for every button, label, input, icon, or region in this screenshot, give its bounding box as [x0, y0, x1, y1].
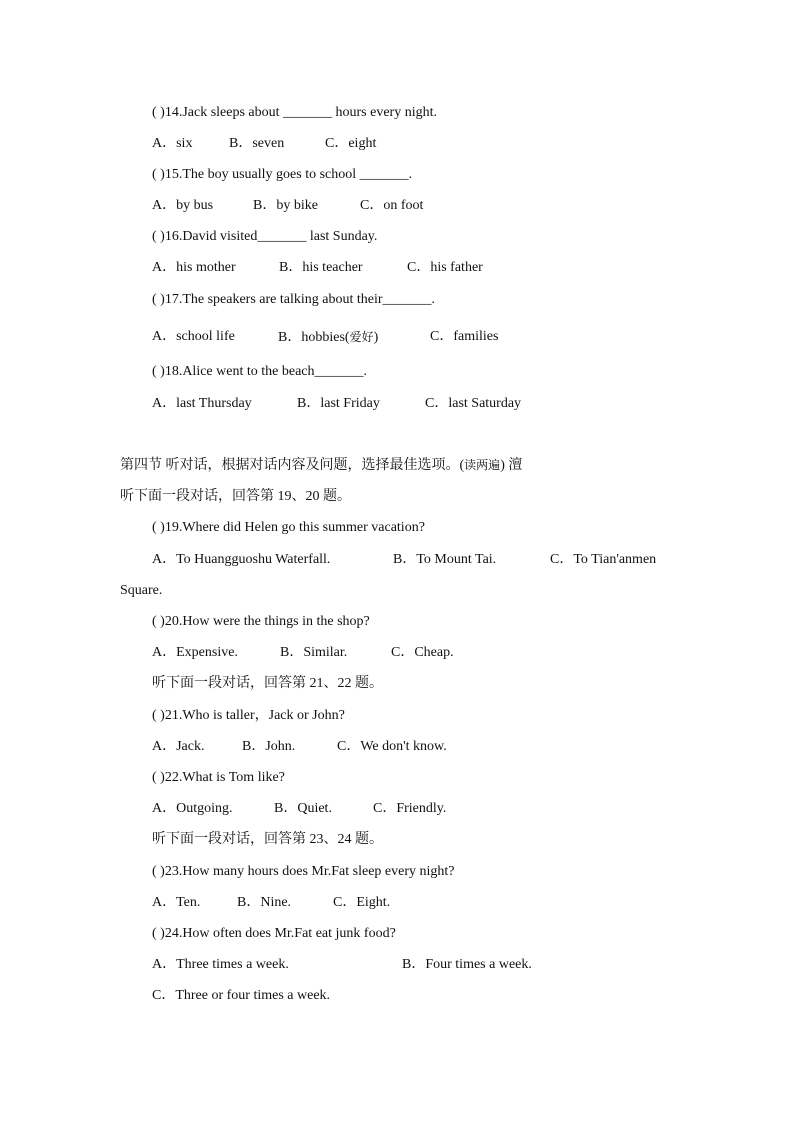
- option-c[interactable]: C．eight: [325, 136, 377, 151]
- question-24-stem: ( )24.How often does Mr.Fat eat junk food?: [152, 926, 396, 941]
- section-4-heading: [120, 456, 522, 475]
- heading-tail: ) 澶: [500, 458, 523, 473]
- option-c[interactable]: C．Cheap.: [391, 645, 454, 660]
- option-b[interactable]: B．seven: [229, 136, 285, 151]
- option-b-close: ): [373, 330, 379, 345]
- question-21-stem: ( )21.Who is taller，Jack or John?: [152, 708, 345, 723]
- option-b[interactable]: B．Similar.: [280, 645, 348, 660]
- option-c[interactable]: C．We don't know.: [337, 739, 447, 754]
- option-b[interactable]: B．Four times a week.: [402, 957, 532, 972]
- heading-note: 读两遍: [464, 458, 501, 472]
- option-a[interactable]: A．his mother: [152, 260, 236, 275]
- option-a[interactable]: A．Expensive.: [152, 645, 238, 660]
- option-b[interactable]: B．Quiet.: [274, 801, 332, 816]
- option-b[interactable]: B．his teacher: [279, 260, 363, 275]
- option-b[interactable]: [278, 328, 378, 347]
- option-a[interactable]: A．Ten.: [152, 895, 201, 910]
- option-a[interactable]: A．Jack.: [152, 739, 205, 754]
- option-a[interactable]: A．last Thursday: [152, 396, 252, 411]
- option-a[interactable]: A．Outgoing.: [152, 801, 233, 816]
- option-b[interactable]: B．To Mount Tai.: [393, 552, 497, 567]
- option-a[interactable]: A．Three times a week.: [152, 957, 289, 972]
- option-b[interactable]: B．Nine.: [237, 895, 292, 910]
- heading-text: 第四节 听对话，根据对话内容及问题，选择最佳选项。(: [120, 458, 465, 473]
- section-4-intro-1: 听下面一段对话，回答第 19、20 题。: [120, 489, 351, 504]
- question-17-stem: ( )17.The speakers are talking about their_______.: [152, 292, 436, 307]
- section-4-intro-3: 听下面一段对话，回答第 23、24 题。: [152, 832, 383, 847]
- option-c[interactable]: C．on foot: [360, 198, 424, 213]
- section-4-intro-2: 听下面一段对话，回答第 21、22 题。: [152, 676, 383, 691]
- question-19-option-c-wrap: Square.: [120, 583, 163, 598]
- question-19-stem: ( )19.Where did Helen go this summer vacation?: [152, 520, 425, 535]
- question-23-stem: ( )23.How many hours does Mr.Fat sleep every night?: [152, 864, 455, 879]
- option-b-note: 爱好: [349, 330, 374, 344]
- option-c[interactable]: C．last Saturday: [425, 396, 522, 411]
- option-c[interactable]: C．his father: [407, 260, 483, 275]
- option-c[interactable]: C．Friendly.: [373, 801, 447, 816]
- option-b-text: B．hobbies(: [278, 330, 350, 345]
- question-20-stem: ( )20.How were the things in the shop?: [152, 614, 370, 629]
- option-c[interactable]: C．families: [430, 329, 499, 344]
- question-18-stem: ( )18.Alice went to the beach_______.: [152, 364, 367, 379]
- option-b[interactable]: B．by bike: [253, 198, 318, 213]
- option-a[interactable]: A．To Huangguoshu Waterfall.: [152, 552, 331, 567]
- option-c[interactable]: C．Eight.: [333, 895, 391, 910]
- question-16-stem: ( )16.David visited_______ last Sunday.: [152, 229, 378, 244]
- option-b[interactable]: B．last Friday: [297, 396, 380, 411]
- option-a[interactable]: A．school life: [152, 329, 235, 344]
- question-24-option-c[interactable]: C．Three or four times a week.: [152, 988, 331, 1003]
- option-b[interactable]: B．John.: [242, 739, 296, 754]
- option-a[interactable]: A．six: [152, 136, 193, 151]
- question-14-stem: ( )14.Jack sleeps about _______ hours every night.: [152, 105, 437, 120]
- question-15-stem: ( )15.The boy usually goes to school _______.: [152, 167, 413, 182]
- option-c[interactable]: C．To Tian'anmen: [550, 552, 657, 567]
- option-a[interactable]: A．by bus: [152, 198, 214, 213]
- question-22-stem: ( )22.What is Tom like?: [152, 770, 285, 785]
